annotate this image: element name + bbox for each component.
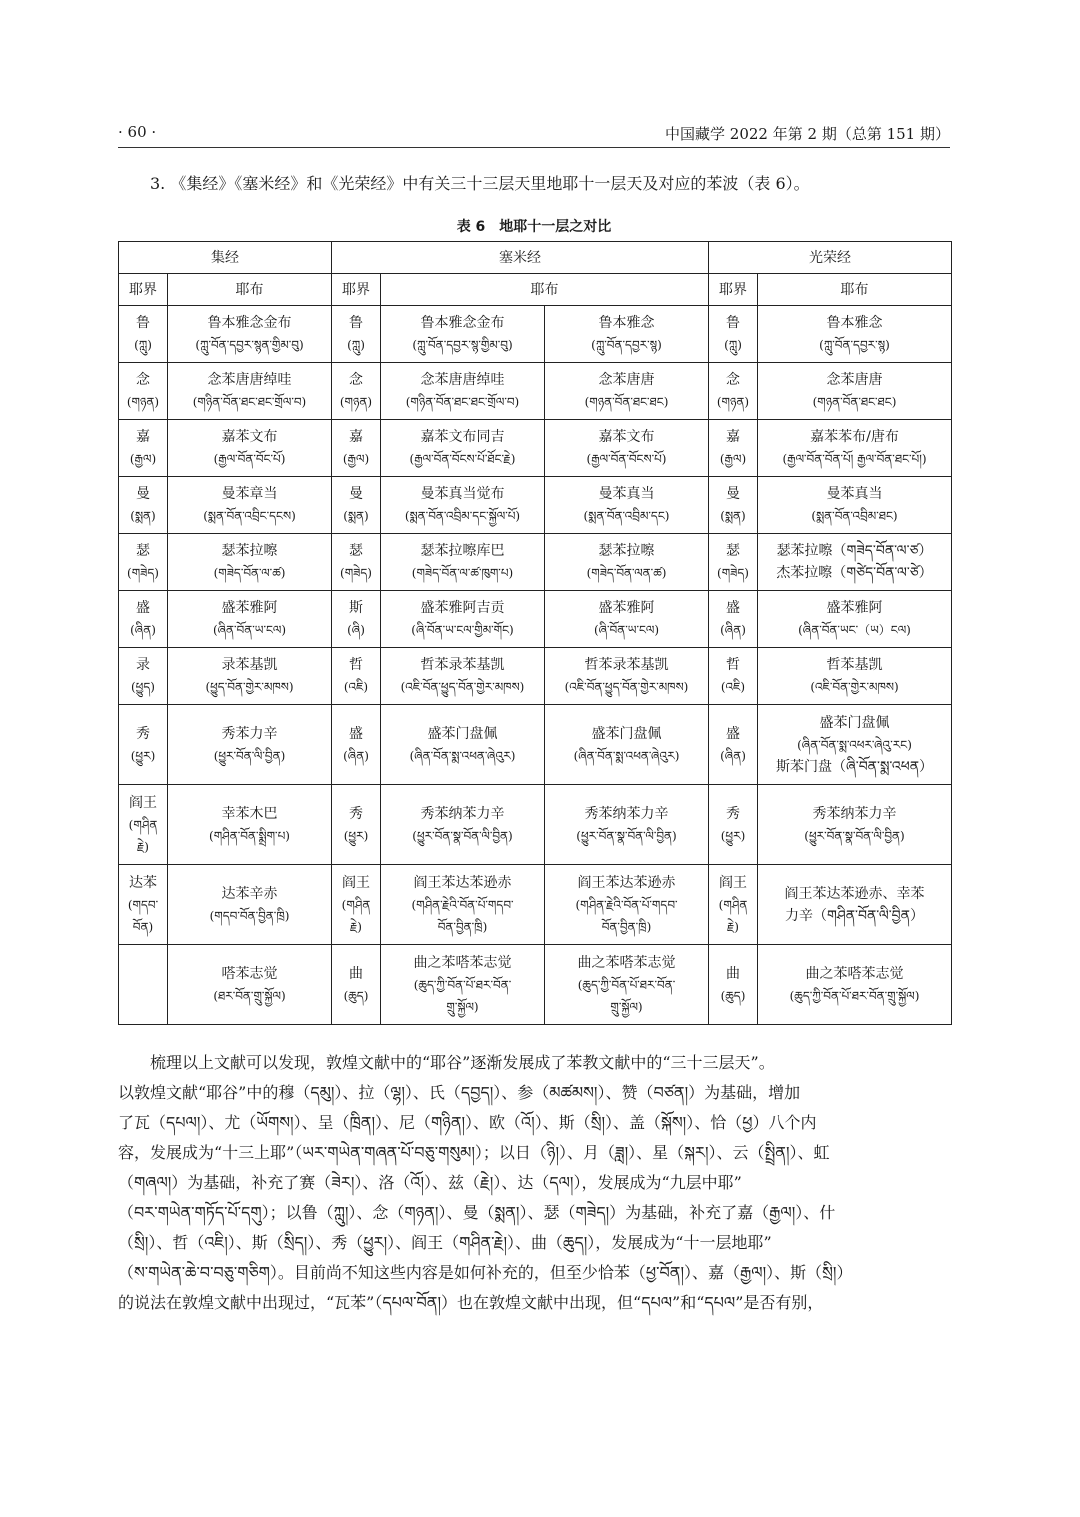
body-line: 梳理以上文献可以发现，敦煌文献中的“耶谷”逐渐发展成了苯教文献中的“三十三层天”。 — [118, 1053, 775, 1072]
cell-text: 鲁 — [726, 315, 740, 331]
body-line: 以敦煌文献“耶谷”中的穆（དམུ།）、拉（ལྷ།）、氏（དབྱད།）、参（མཚམས།）、赞（བཙན།）为基础，增加 — [118, 1083, 801, 1102]
cell-text: 鲁 — [349, 315, 363, 331]
tibetan-text: (གདབ་ — [127, 897, 159, 912]
body-line: 容，发展成为“十三上耶”（ཡར་གཡེན་གཞན་པོ་བཅུ་གསུམ།）；以日（ཉི།）、月（ཟླ།）、星（སྐར།）、云（སྤྲིན།）、虹 — [118, 1143, 830, 1162]
cell-text: 哲苯录苯基凯 — [420, 657, 505, 673]
group-header-guangrongjing: 光荣经 — [709, 242, 952, 274]
bon-cell — [758, 945, 952, 1025]
realm-cell — [332, 363, 381, 420]
tibetan-text: (སྨན་བོན་འབྲིང་དངས) — [203, 509, 296, 523]
bon-cell — [758, 477, 952, 534]
realm-cell — [332, 534, 381, 591]
tibetan-text: (འཇི་བོན་ཕྱུད་བོན་གྱེར་མཁས) — [400, 680, 525, 694]
tibetan-text: (ཕྱུད) — [130, 680, 155, 694]
cell-text: 阎王苯达苯逊赤 — [577, 874, 676, 891]
realm-cell — [119, 865, 168, 945]
body-line: 了瓦（དཔལ།）、尤（ཡོགས།）、呈（ཁྲིན།）、尼（གཉིན།）、欧（འོ།）、斯（སྲི།）、盖（སྐོས།）、恰（ཕྱ）八个内 — [118, 1113, 817, 1132]
realm-cell — [119, 648, 168, 705]
bon-cell — [168, 420, 332, 477]
cell-text: 盛 — [726, 600, 740, 616]
cell-text: 达苯辛赤 — [221, 885, 278, 902]
tibetan-text: (གཤིན་བོན་སྨྲིག་པ) — [209, 828, 290, 843]
realm-cell — [709, 865, 758, 945]
tibetan-text: (གཟེད) — [127, 566, 159, 580]
tibetan-text: (གཟེད་བོན་ལན་ཚ) — [586, 566, 667, 580]
table-row — [119, 534, 952, 591]
tibetan-text: (གཉན) — [126, 395, 160, 409]
bon-cell — [168, 945, 332, 1025]
cell-text: 嘉苯文布 — [221, 429, 278, 445]
tibetan-text: (སྨན་བོན་འབྲིམ་ཐང) — [811, 509, 898, 523]
tibetan-text: (ཞིན) — [343, 748, 369, 763]
tibetan-text: (ཀླུ) — [347, 338, 365, 352]
cell-text: 嘉 — [726, 429, 740, 445]
cell-text: 哲苯录苯基凯 — [584, 657, 669, 673]
cell-text: 鲁 — [136, 315, 150, 331]
tibetan-text: (གདབ་བོན་བྱིན་ཁྲི) — [209, 908, 290, 923]
bon-cell — [545, 945, 709, 1025]
group-header-jijing: 集经 — [119, 242, 332, 274]
tibetan-text: བོན་བྱིན་ཁྲི) — [437, 919, 488, 934]
cell-text: 秀苯纳苯力辛 — [420, 805, 505, 822]
cell-text: 阎王 — [129, 794, 157, 811]
tibetan-text: (གཟེད་བོན་ལ་ཚ) — [213, 566, 286, 580]
cell-text: 盛 — [726, 725, 740, 742]
tibetan-text: (ཆུད) — [343, 988, 369, 1003]
running-header — [118, 121, 950, 148]
bon-cell — [545, 534, 709, 591]
cell-text: 哲 — [726, 657, 740, 673]
cell-text: 瑟苯拉嚓 — [598, 543, 655, 559]
cell-text: 鲁本雅念 — [826, 315, 883, 331]
tibetan-text: (རྒྱལ་བོན་བོངས་པོ) — [586, 452, 667, 466]
bon-cell — [758, 785, 952, 865]
page-number: · 60 · — [118, 123, 157, 141]
tibetan-text: (རྒྱལ) — [129, 452, 157, 466]
tibetan-text: (རྒྱལ) — [342, 452, 370, 466]
table-row — [119, 945, 952, 1025]
cell-text: 曼苯真当 — [826, 486, 883, 502]
realm-cell — [709, 591, 758, 648]
tibetan-text: གྲུ་སྐྱོལ) — [446, 999, 479, 1014]
body-line: （སྲི།）、哲（འཇི།）、斯（སྲིད།）、秀（ཕྱུར།）、阎王（གཤིན་རྗེ།）、曲（ཆུད།），发展成为“十一层地耶” — [118, 1233, 772, 1252]
cell-text: 盛苯门盘佩 — [591, 725, 662, 742]
bon-cell — [545, 477, 709, 534]
cell-text: 曼苯真当觉布 — [420, 486, 505, 502]
tibetan-text: (ཆུད་ཀྱི་བོན་པོ་ཐར་བོན་ — [413, 977, 512, 992]
bon-cell — [168, 306, 332, 363]
col-header-bon: 耶布 — [168, 274, 332, 306]
tibetan-text: (སྨན) — [343, 509, 369, 523]
col-header-realm: 耶界 — [709, 274, 758, 306]
tibetan-text: (ཀླུ་བོན་དབྱར་སྙ) — [591, 338, 662, 352]
tibetan-text: (ཆུད་ཀྱི་བོན་པོ་ཐར་བོན་ — [577, 977, 676, 992]
realm-cell — [709, 420, 758, 477]
tibetan-text: (གཤིན — [128, 817, 158, 832]
tibetan-text: (ཕྱུད་བོན་གྱེར་མཁས) — [205, 680, 294, 694]
bon-cell — [758, 648, 952, 705]
tibetan-text: རྗེ) — [136, 839, 149, 854]
cell-text: 曼 — [726, 486, 740, 502]
tibetan-text: (གཤིན་རྗེའི་བོན་པོ་གདབ་ — [411, 897, 514, 912]
table-group-header — [119, 242, 952, 274]
cell-text: 曲之苯嗒苯志觉 — [805, 965, 904, 982]
cell-text: 嗒苯志觉 — [221, 965, 278, 982]
cell-text: 嘉 — [136, 429, 150, 445]
tibetan-text: (ཞི) — [347, 623, 365, 637]
cell-text: 瑟苯拉嚓（གཟེད་བོན་ལ་ཙ） — [776, 543, 933, 559]
tibetan-text: (གཤིན — [718, 897, 748, 912]
tibetan-text: (ཀླུ) — [134, 338, 152, 352]
body-line: 的说法在敦煌文献中出现过，“瓦苯”（དཔལ་བོན།）也在敦煌文献中出现，但“དཔལ”和“དཔལ”是否有别， — [118, 1293, 824, 1312]
realm-cell — [709, 648, 758, 705]
body-line: （གཞལ།）为基础，补充了赛（ཟེར།）、洛（འོ།）、兹（རྗེ།）、达（དལ།），发展成为“九层中耶” — [118, 1173, 742, 1192]
section-intro: 3. 《集经》《塞米经》和《光荣经》中有关三十三层天里地耶十一层天及对应的苯波（表 6）。 — [150, 174, 810, 193]
cell-text: 曲 — [726, 965, 740, 982]
bon-cell — [758, 306, 952, 363]
tibetan-text: (རྒྱལ་བོན་བོན་པོ། རྒྱལ་བོན་ཐང་པོ།) — [782, 452, 927, 466]
tibetan-text: (གཟེད) — [340, 566, 372, 580]
cell-text: 曲 — [349, 965, 363, 982]
cell-text: 力辛（གཤིན་བོན་ལི་བྱིན） — [785, 907, 924, 924]
bon-cell — [381, 865, 545, 945]
cell-text: 盛苯雅阿 — [221, 600, 278, 616]
col-header-bon: 耶布 — [381, 274, 709, 306]
cell-text: 念苯唐唐 — [598, 372, 655, 388]
bon-cell — [168, 363, 332, 420]
bon-cell — [168, 785, 332, 865]
cell-text: 瑟苯拉嚓库巴 — [420, 543, 505, 559]
bon-cell — [758, 591, 952, 648]
body-line: （ས་གཡེན་ཆེ་བ་བཅུ་གཅིག）。目前尚不知这些内容是如何补充的，但至少恰苯（ཕྱ་བོན།）、嘉（རྒྱལ།）、斯（སྲི།） — [118, 1263, 853, 1282]
bon-cell — [545, 591, 709, 648]
realm-cell — [332, 648, 381, 705]
bon-cell — [381, 477, 545, 534]
tibetan-text: (ཕྱུར་བོན་སྣ་བོན་ལི་བྱིན) — [804, 828, 905, 843]
table-row — [119, 648, 952, 705]
tibetan-text: (རྒྱལ་བོན་བོང་པོ) — [213, 452, 286, 466]
table-row — [119, 785, 952, 865]
tibetan-text: (སྨན་བོན་འབྲིམ་དང) — [583, 509, 670, 523]
cell-text: 念 — [349, 372, 363, 388]
bon-cell — [545, 648, 709, 705]
comparison-table — [118, 241, 952, 1025]
table-row — [119, 363, 952, 420]
tibetan-text: (ཕྱུར) — [343, 828, 369, 843]
cell-text: 录 — [136, 657, 150, 673]
cell-text: 盛苯雅阿吉贡 — [420, 600, 505, 616]
body-line: （བར་གཡེན་གཏོད་པོ་དགུ）；以鲁（ཀླུ།）、念（གཉན།）、曼（སྨན།）、瑟（གཟེད།）为基础，补充了嘉（རྒྱལ།）、什 — [118, 1203, 836, 1222]
realm-cell — [709, 945, 758, 1025]
tibetan-text: (ཆུད) — [720, 988, 746, 1003]
bon-cell — [381, 591, 545, 648]
cell-text: 哲 — [349, 657, 363, 673]
col-header-bon: 耶布 — [758, 274, 952, 306]
bon-cell — [381, 945, 545, 1025]
cell-text: 嘉苯文布同吉 — [420, 429, 505, 445]
bon-cell — [758, 705, 952, 785]
table-col-header — [119, 274, 952, 306]
bon-cell — [381, 785, 545, 865]
cell-text: 幸苯木巴 — [221, 805, 278, 822]
cell-text: 曼 — [136, 486, 150, 502]
realm-cell — [332, 705, 381, 785]
cell-text: 鲁本雅念金布 — [420, 315, 505, 331]
realm-cell — [119, 945, 168, 1025]
cell-text: 瑟 — [726, 543, 740, 559]
bon-cell — [168, 534, 332, 591]
realm-cell — [332, 477, 381, 534]
tibetan-text: (རྒྱལ) — [719, 452, 747, 466]
tibetan-text: (ཀླུ་བོན་དབྱར་སྙ) — [819, 338, 890, 352]
bon-cell — [758, 420, 952, 477]
tibetan-text: (ཕྱུར་བོན་ལི་བྱིན) — [213, 748, 286, 763]
bon-cell — [168, 705, 332, 785]
tibetan-text: (གཤིན་རྗེའི་བོན་པོ་གདབ་ — [575, 897, 678, 912]
tibetan-text: (གཉིན་བོན་ཐང་ཐང་གྲོལ་བ) — [192, 395, 307, 409]
bon-cell — [545, 306, 709, 363]
tibetan-text: (ཞིན) — [720, 748, 746, 763]
tibetan-text: (ཕྱུར་བོན་སྣ་བོན་ལི་བྱིན) — [412, 828, 513, 843]
tibetan-text: (གཉན) — [339, 395, 373, 409]
cell-text: 瑟 — [136, 543, 150, 559]
realm-cell — [709, 705, 758, 785]
cell-text: 秀 — [136, 725, 150, 742]
realm-cell — [332, 945, 381, 1025]
cell-text: 曲之苯嗒苯志觉 — [577, 954, 676, 971]
realm-cell — [332, 591, 381, 648]
cell-text: 盛苯门盘佩 — [427, 725, 498, 742]
bon-cell — [545, 705, 709, 785]
table-row — [119, 477, 952, 534]
table-row — [119, 591, 952, 648]
realm-cell — [119, 306, 168, 363]
realm-cell — [709, 534, 758, 591]
realm-cell — [709, 306, 758, 363]
table-row — [119, 705, 952, 785]
tibetan-text: (ཞིན་བོན་ཡ་ངལ) — [212, 623, 287, 637]
cell-text: 鲁本雅念金布 — [207, 315, 292, 331]
journal-title: 中国藏学 2022 年第 2 期（总第 151 期） — [665, 125, 950, 143]
tibetan-text: (ཞི་བོན་ཡ་ངལ) — [593, 623, 660, 637]
cell-text: 秀 — [349, 805, 363, 822]
cell-text: 阎王 — [719, 874, 747, 891]
tibetan-text: (འཇི) — [343, 680, 369, 694]
cell-text: 鲁本雅念 — [598, 315, 655, 331]
tibetan-text: (ཞིན) — [720, 623, 746, 637]
bon-cell — [381, 306, 545, 363]
tibetan-text: (ཀླུ་བོན་དབྱར་སྙན་གྱིམ་བུ) — [195, 338, 304, 352]
cell-text: 哲苯基凯 — [826, 657, 883, 673]
cell-text: 盛苯门盘佩 — [819, 714, 890, 731]
bon-cell — [545, 785, 709, 865]
cell-text: 盛 — [136, 600, 150, 616]
cell-text: 念苯唐唐绰哇 — [207, 372, 292, 388]
realm-cell — [709, 363, 758, 420]
col-header-realm: 耶界 — [119, 274, 168, 306]
tibetan-text: (ཆུད་ཀྱི་བོན་པོ་ཐར་བོན་གྲུ་སྐྱོལ) — [789, 988, 920, 1003]
tibetan-text: (འཇི་བོན་གྱེར་མཁས) — [810, 680, 899, 694]
cell-text: 秀苯纳苯力辛 — [584, 805, 669, 822]
bon-cell — [545, 420, 709, 477]
cell-text: 念苯唐唐绰哇 — [420, 372, 505, 388]
tibetan-text: (ཞི་བོན་ཡ་ངལ་གྱིམ་གོང) — [411, 623, 514, 637]
realm-cell — [119, 477, 168, 534]
cell-text: 嘉苯苯布/唐布 — [810, 429, 899, 445]
cell-text: 曼苯章当 — [221, 486, 278, 502]
tibetan-text: རྗེ) — [726, 919, 739, 934]
tibetan-text: (རྒྱལ་བོན་བོངས་པོ་ཐོང་རྗེ) — [409, 452, 516, 466]
tibetan-text: (ཞིན་བོན་སྨ་འཕར་ཞེའུ་རང) — [797, 737, 912, 752]
tibetan-text: (གཤིན — [341, 897, 371, 912]
tibetan-text: (ཕྱུར་བོན་སྣ་བོན་ལི་བྱིན) — [576, 828, 677, 843]
cell-text: 秀 — [726, 805, 740, 822]
bon-cell — [381, 534, 545, 591]
realm-cell — [332, 785, 381, 865]
table-row — [119, 420, 952, 477]
realm-cell — [119, 420, 168, 477]
cell-text: 曲之苯嗒苯志觉 — [413, 954, 512, 971]
tibetan-text: (སྨན) — [720, 509, 746, 523]
group-header-saimijing: 塞米经 — [332, 242, 709, 274]
tibetan-text: (ཞིན) — [130, 623, 156, 637]
cell-text: 阎王苯达苯逊赤 — [413, 874, 512, 891]
tibetan-text: (གཟེད) — [717, 566, 749, 580]
tibetan-text: གྲུ་སྐྱོལ) — [610, 999, 643, 1014]
bon-cell — [758, 363, 952, 420]
cell-text: 斯 — [349, 600, 363, 616]
tibetan-text: (གཉིན་བོན་ཐང་ཐང་གྲོལ་བ) — [405, 395, 520, 409]
tibetan-text: (ཕྱུར) — [720, 828, 746, 843]
cell-text: 录苯基凯 — [221, 657, 278, 673]
tibetan-text: (ཞིན་བོན་སྨ་འཕན་ཞེའུར) — [409, 748, 516, 763]
bon-cell — [168, 591, 332, 648]
cell-text: 念 — [726, 372, 740, 388]
cell-text: 盛苯雅阿 — [598, 600, 655, 616]
bon-cell — [381, 420, 545, 477]
cell-text: 瑟 — [349, 543, 363, 559]
tibetan-text: (ཞིན་བོན་སྨ་འཕན་ཞེའུར) — [573, 748, 680, 763]
bon-cell — [168, 477, 332, 534]
cell-text: 杰苯拉嚓（གཙེད་བོན་ལ་ཙེ） — [776, 565, 933, 581]
cell-text: 念 — [136, 372, 150, 388]
bon-cell — [545, 865, 709, 945]
realm-cell — [332, 865, 381, 945]
bon-cell — [168, 648, 332, 705]
cell-text: 秀苯纳苯力辛 — [812, 805, 897, 822]
tibetan-text: བོན) — [132, 919, 154, 934]
body-paragraph — [118, 1048, 950, 1318]
realm-cell — [119, 785, 168, 865]
bon-cell — [381, 648, 545, 705]
realm-cell — [119, 591, 168, 648]
cell-text: 秀苯力辛 — [221, 725, 278, 742]
tibetan-text: (སྨན་བོན་འབྲིམ་དང་སྐྱོལ་པོ) — [404, 509, 521, 523]
bon-cell — [758, 534, 952, 591]
cell-text: 念苯唐唐 — [826, 372, 883, 388]
tibetan-text: བོན་བྱིན་ཁྲི) — [601, 919, 652, 934]
cell-text: 盛苯雅阿 — [826, 600, 883, 616]
bon-cell — [545, 363, 709, 420]
bon-cell — [168, 865, 332, 945]
tibetan-text: རྗེ) — [349, 919, 362, 934]
bon-cell — [381, 705, 545, 785]
tibetan-text: (འཇི་བོན་ཕྱུད་བོན་གྱེར་མཁས) — [564, 680, 689, 694]
cell-text: 阎王 — [342, 874, 370, 891]
tibetan-text: (ཕྱུར) — [130, 748, 156, 763]
col-header-realm: 耶界 — [332, 274, 381, 306]
realm-cell — [709, 477, 758, 534]
table-row — [119, 306, 952, 363]
cell-text: 阎王苯达苯逊赤、幸苯 — [784, 885, 925, 902]
cell-text: 曼苯真当 — [598, 486, 655, 502]
bon-cell — [758, 865, 952, 945]
tibetan-text: (གཟེད་བོན་ལ་ཚ་ཁུག་པ) — [411, 566, 514, 580]
realm-cell — [119, 363, 168, 420]
cell-text: 瑟苯拉嚓 — [221, 543, 278, 559]
cell-text: 斯苯门盘（ཞི་བོན་སྨ་འཕན） — [775, 758, 934, 775]
realm-cell — [332, 306, 381, 363]
table-caption: 表 6 地耶十一层之对比 — [456, 219, 612, 235]
tibetan-text: (གཉན་བོན་ཐང་ཐང) — [812, 395, 897, 409]
cell-text: 达苯 — [129, 874, 157, 891]
realm-cell — [119, 534, 168, 591]
realm-cell — [119, 705, 168, 785]
tibetan-text: (ཀླུ་བོན་དབྱར་སྙ་གྱིམ་བུ) — [412, 338, 513, 352]
tibetan-text: (གཉན) — [716, 395, 750, 409]
bon-cell — [381, 363, 545, 420]
tibetan-text: (ཐར་བོན་གྲུ་སྐྱོལ) — [213, 988, 286, 1003]
tibetan-text: (ཀླུ) — [724, 338, 742, 352]
tibetan-text: (གཉན་བོན་ཐང་ཐང) — [584, 395, 669, 409]
table-row — [119, 865, 952, 945]
cell-text: 曼 — [349, 486, 363, 502]
tibetan-text: (འཇི) — [720, 680, 746, 694]
cell-text: 嘉 — [349, 429, 363, 445]
cell-text: 盛 — [349, 725, 363, 742]
realm-cell — [332, 420, 381, 477]
cell-text: 嘉苯文布 — [598, 429, 655, 445]
tibetan-text: (སྨན) — [130, 509, 156, 523]
realm-cell — [709, 785, 758, 865]
tibetan-text: (ཞིན་བོན་ཡང་（ཡ）ངལ) — [798, 623, 911, 637]
